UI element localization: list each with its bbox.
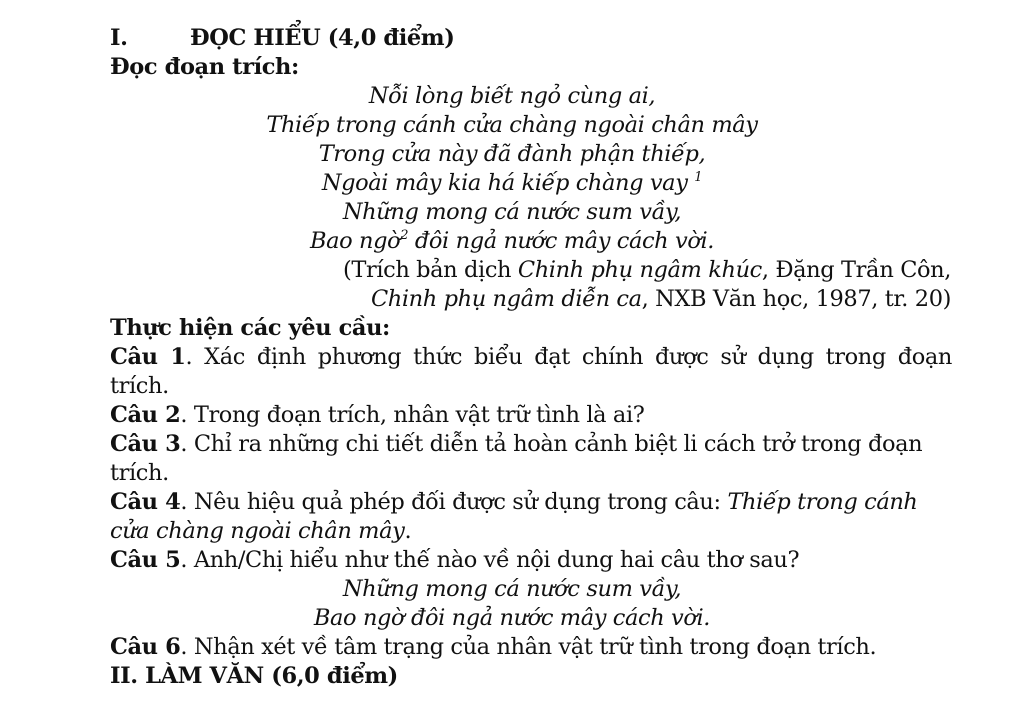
question-3-label: Câu 3 [110, 431, 181, 457]
section-1-number: I. [110, 25, 128, 51]
poem-line-3: Trong cửa này đã đành phận thiếp, [318, 141, 706, 167]
question-2 [110, 401, 644, 430]
question-4-quote: Thiếp trong cánh [727, 489, 918, 515]
question-4-text: . Nêu hiệu quả phép đối được sử dụng trong câu: [180, 489, 728, 515]
section-1-title: ĐỌC HIỂU (4,0 điểm) [190, 25, 455, 51]
read-label: Đọc đoạn trích: [110, 54, 299, 80]
source-publisher: , NXB Văn học, 1987, tr. 20) [641, 286, 951, 312]
question-1-text: . Xác định phương thức biểu đạt chính được sử dụng trong đoạn [185, 344, 952, 370]
source-line-2 [371, 285, 951, 314]
question-6 [110, 633, 876, 662]
source-author: , Đặng Trần Côn, [761, 257, 951, 283]
poem-line-4-text: Ngoài mây kia há kiếp chàng vay [321, 170, 688, 196]
tasks-label: Thực hiện các yêu cầu: [110, 315, 390, 341]
question-5 [110, 546, 799, 575]
poem-line-6 [0, 227, 1024, 256]
poem-line-6-end: đôi ngả nước mây cách vời. [414, 228, 715, 254]
question-4-end: . [404, 518, 412, 544]
question-3-text: . Chỉ ra những chi tiết diễn tả hoàn cảnh biệt li cách trở trong đoạn [180, 431, 923, 457]
source-prefix: (Trích bản dịch [342, 257, 518, 283]
poem-line-6-start: Bao ngờ [309, 228, 401, 254]
question-5-verse-1: Những mong cá nước sum vầy, [342, 576, 682, 602]
question-4 [110, 488, 918, 517]
question-1 [110, 343, 952, 372]
question-2-label: Câu 2 [110, 402, 181, 428]
question-4-quote-cont: cửa chàng ngoài chân mây [110, 518, 405, 544]
question-3 [110, 430, 922, 459]
question-4-label: Câu 4 [110, 489, 181, 515]
question-6-text: . Nhận xét về tâm trạng của nhân vật trữ tình trong đoạn trích. [180, 634, 877, 660]
poem-line-1: Nỗi lòng biết ngỏ cùng ai, [368, 83, 656, 109]
poem-line-4 [0, 169, 1024, 198]
question-4-cont [110, 517, 411, 546]
question-1-label: Câu 1 [110, 344, 186, 370]
question-5-label: Câu 5 [110, 547, 181, 573]
question-2-text: . Trong đoạn trích, nhân vật trữ tình là ai? [180, 402, 645, 428]
question-5-text: . Anh/Chị hiểu như thế nào về nội dung hai câu thơ sau? [180, 547, 800, 573]
footnote-marker-2: 2 [400, 228, 409, 243]
source-edition-title: Chinh phụ ngâm diễn ca [370, 286, 642, 312]
poem-line-5: Những mong cá nước sum vầy, [342, 199, 682, 225]
section-2-heading: II. LÀM VĂN (6,0 điểm) [110, 663, 398, 689]
section-1-heading [110, 24, 455, 53]
poem-line-2: Thiếp trong cánh cửa chàng ngoài chân mây [266, 112, 758, 138]
question-3-cont: trích. [110, 460, 169, 486]
question-5-verse-2: Bao ngờ đôi ngả nước mây cách vời. [313, 605, 711, 631]
source-line-1 [343, 256, 951, 285]
source-work-title: Chinh phụ ngâm khúc [517, 257, 762, 283]
question-1-cont: trích. [110, 373, 169, 399]
question-6-label: Câu 6 [110, 634, 181, 660]
footnote-marker-1: 1 [694, 170, 703, 185]
